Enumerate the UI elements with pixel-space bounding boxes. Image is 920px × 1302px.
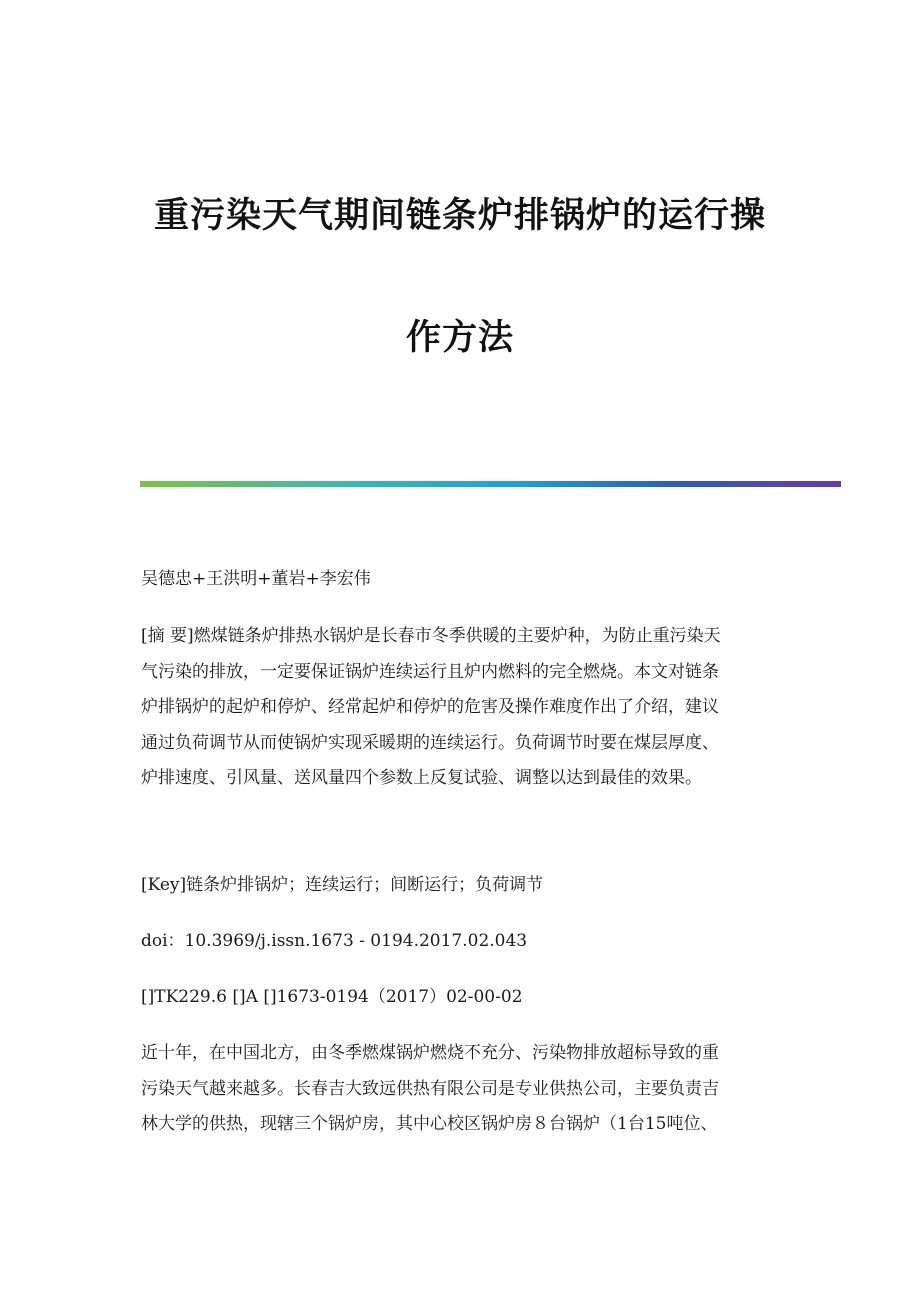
keywords-line: [Key]链条炉排锅炉；连续运行；间断运行；负荷调节 bbox=[141, 875, 544, 895]
author-list: 吴德忠+王洪明+董岩+李宏伟 bbox=[141, 569, 371, 589]
paper-title-line-1: 重污染天气期间链条炉排锅炉的运行操 bbox=[153, 196, 766, 236]
abstract-line: 炉排速度、引风量、送风量四个参数上反复试验、调整以达到最佳的效果。 bbox=[141, 768, 702, 788]
abstract-paragraph bbox=[141, 619, 781, 797]
abstract-line: [摘 要]燃煤链条炉排热水锅炉是长春市冬季供暖的主要炉种，为防止重污染天 bbox=[141, 626, 721, 646]
body-line: 近十年，在中国北方，由冬季燃煤锅炉燃烧不充分、污染物排放超标导致的重 bbox=[141, 1043, 719, 1063]
abstract-line: 气污染的排放，一定要保证锅炉连续运行且炉内燃料的完全燃烧。本文对链条 bbox=[141, 661, 719, 682]
title-divider-rule bbox=[140, 481, 841, 487]
abstract-line: 炉排锅炉的起炉和停炉、经常起炉和停炉的危害及操作难度作出了介绍，建议 bbox=[141, 697, 719, 717]
body-paragraph bbox=[141, 1036, 781, 1143]
abstract-line: 通过负荷调节从而使锅炉实现采暖期的连续运行。负荷调节时要在煤层厚度、 bbox=[141, 732, 719, 753]
body-line: 林大学的供热，现辖三个锅炉房，其中心校区锅炉房８台锅炉（1台15吨位、 bbox=[141, 1114, 718, 1134]
paper-title-line-2: 作方法 bbox=[405, 318, 514, 358]
doi-line: doi：10.3969/j.issn.1673 - 0194.2017.02.043 bbox=[141, 931, 528, 951]
classification-line: []TK229.6 []A []1673-0194（2017）02-00-02 bbox=[141, 987, 523, 1007]
body-line: 污染天气越来越多。长春吉大致远供热有限公司是专业供热公司，主要负责吉 bbox=[141, 1078, 719, 1099]
